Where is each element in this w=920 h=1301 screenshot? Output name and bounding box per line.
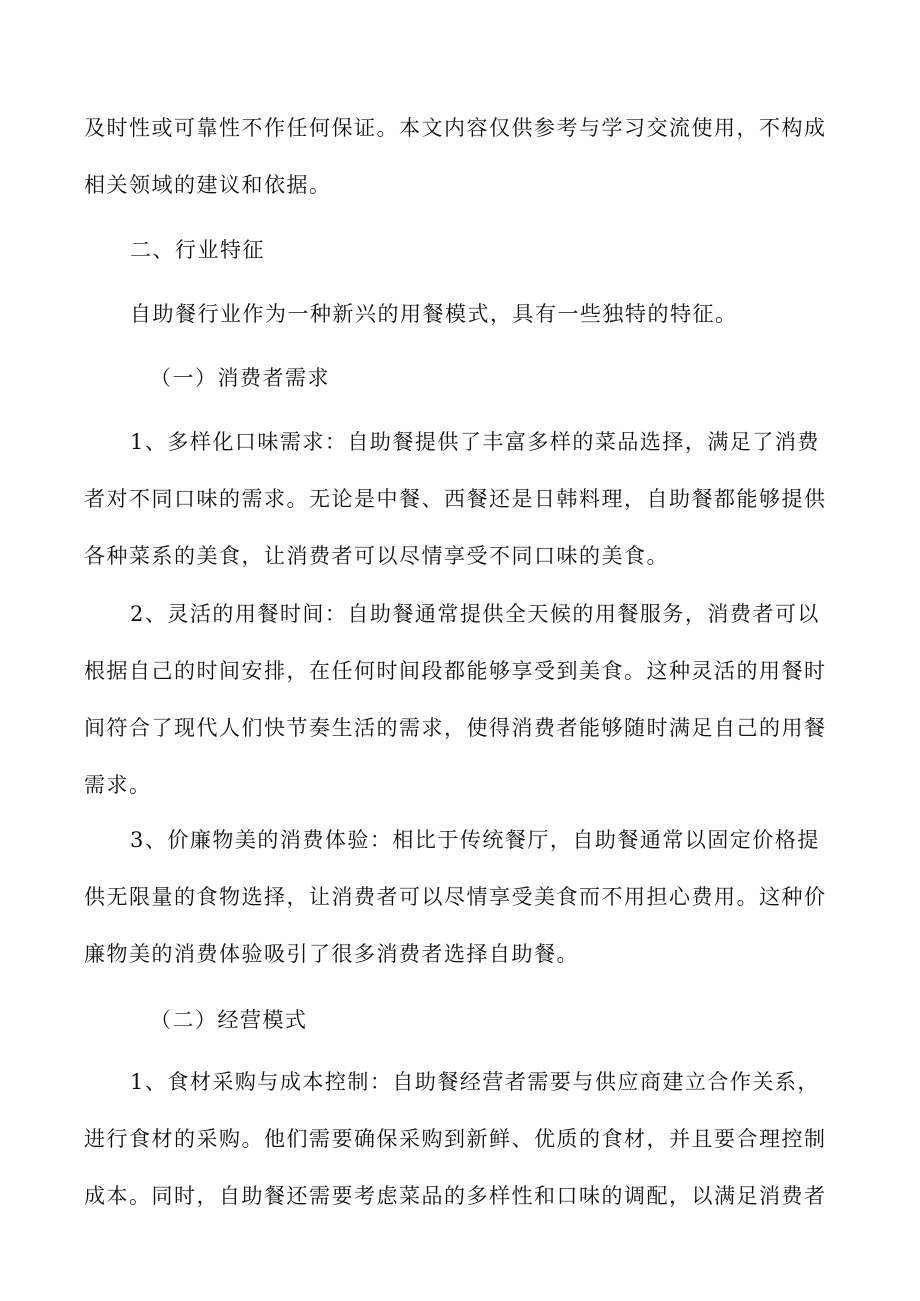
text-line: 相关领域的建议和依据。	[84, 173, 332, 197]
text-line: 3、价廉物美的消费体验：相比于传统餐厅，自助餐通常以固定价格提	[130, 828, 820, 852]
section-intro: 自助餐行业作为一种新兴的用餐模式，具有一些独特的特征。	[130, 302, 738, 326]
subsection-heading-business-model: （二）经营模式	[150, 1008, 308, 1032]
text-line: 间符合了现代人们快节奏生活的需求，使得消费者能够随时满足自己的用餐	[84, 716, 827, 740]
subsection-heading-consumer-demand: （一）消费者需求	[150, 366, 330, 390]
paragraph-item-1	[84, 414, 840, 585]
text-line: 2、灵活的用餐时间：自助餐通常提供全天候的用餐服务，消费者可以	[130, 602, 820, 626]
paragraph-item-2	[84, 586, 840, 814]
text-line: 廉物美的消费体验吸引了很多消费者选择自助餐。	[84, 942, 579, 966]
text-line: 成本。同时，自助餐还需要考虑菜品的多样性和口味的调配，以满足消费者	[84, 1184, 827, 1208]
intro-paragraph	[84, 100, 840, 214]
text-line: 供无限量的食物选择，让消费者可以尽情享受美食而不用担心费用。这种价	[84, 885, 827, 909]
section-heading: 二、行业特征	[130, 238, 265, 262]
text-line: 进行食材的采购。他们需要确保采购到新鲜、优质的食材，并且要合理控制	[84, 1127, 827, 1151]
text-line: 及时性或可靠性不作任何保证。本文内容仅供参考与学习交流使用，不构成	[84, 116, 827, 140]
text-line: 需求。	[84, 773, 152, 797]
text-line: 1、多样化口味需求：自助餐提供了丰富多样的菜品选择，满足了消费	[130, 430, 820, 454]
paragraph-item-3	[84, 812, 840, 983]
paragraph-item-4	[84, 1054, 840, 1225]
text-line: 各种菜系的美食，让消费者可以尽情享受不同口味的美食。	[84, 544, 669, 568]
text-line: 者对不同口味的需求。无论是中餐、西餐还是日韩料理，自助餐都能够提供	[84, 487, 827, 511]
text-line: 1、食材采购与成本控制：自助餐经营者需要与供应商建立合作关系，	[130, 1070, 820, 1094]
text-line: 根据自己的时间安排，在任何时间段都能够享受到美食。这种灵活的用餐时	[84, 659, 827, 683]
